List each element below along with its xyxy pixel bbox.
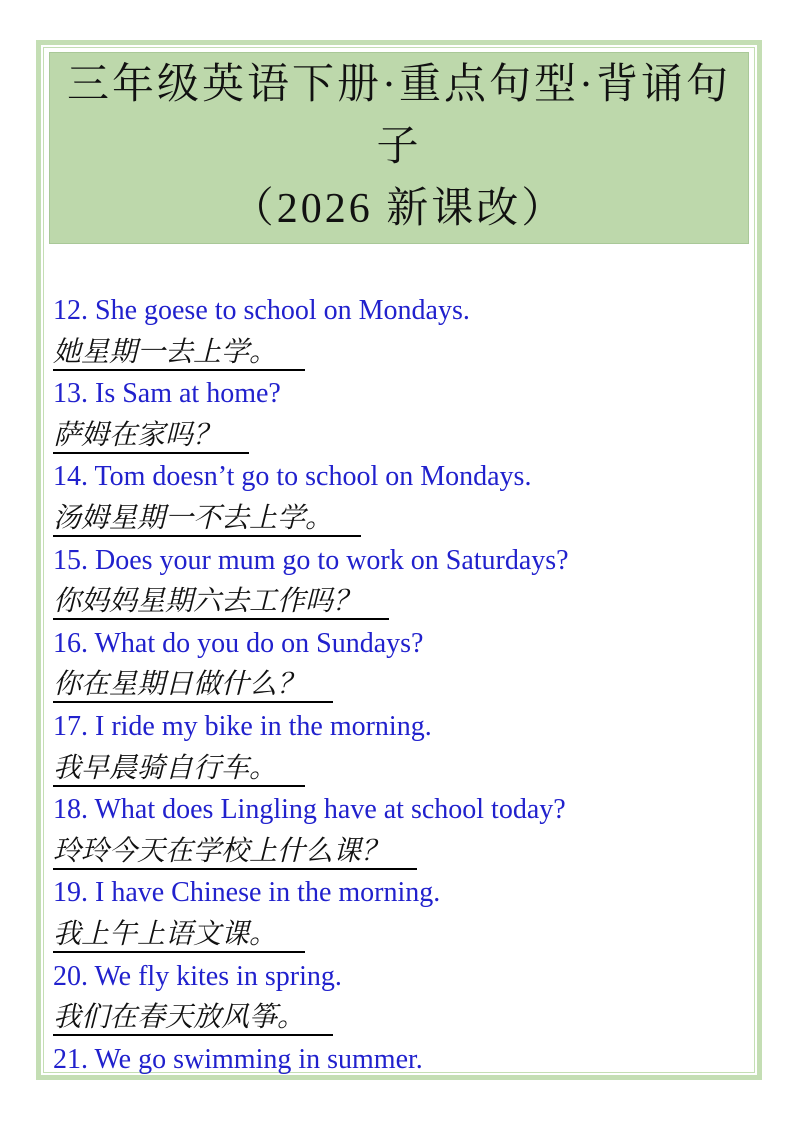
- sentence-chinese: [53, 332, 747, 374]
- sentence-pair: [53, 373, 747, 456]
- sentence-english: 19. I have Chinese in the morning.: [53, 877, 441, 909]
- sentence-chinese: [53, 831, 747, 873]
- sentence-pair: [53, 290, 747, 373]
- page-border-frame: [36, 40, 762, 1080]
- sentence-pair: [53, 789, 747, 872]
- sentence-list: [49, 290, 749, 1080]
- sentence-pair: [53, 623, 747, 706]
- sentence-chinese: [53, 748, 747, 790]
- sentence-english: 15. Does your mum go to work on Saturdays?: [53, 544, 569, 576]
- sentence-pair: [53, 956, 747, 1039]
- title-line-1: 三年级英语下册·重点句型·背诵句子: [67, 62, 731, 170]
- sentence-chinese: [53, 581, 747, 623]
- sentence-chinese-text: 玲玲今天在学校上什么课？: [53, 836, 417, 870]
- sentence-chinese-text: 她星期一去上学。: [53, 337, 305, 371]
- sentence-chinese-text: 萨姆在家吗？: [53, 420, 249, 454]
- sentence-chinese: [53, 498, 747, 540]
- sentence-english: 20. We fly kites in spring.: [53, 960, 342, 992]
- sentence-english: 21. We go swimming in summer.: [53, 1043, 423, 1075]
- sentence-english: 16. What do you do on Sundays?: [53, 627, 424, 659]
- sentence-pair: [53, 872, 747, 955]
- sentence-chinese-text: 我早晨骑自行车。: [53, 753, 305, 787]
- sentence-pair: [53, 1039, 747, 1081]
- sentence-chinese-text: 你妈妈星期六去工作吗？: [53, 586, 389, 620]
- sentence-english: 17. I ride my bike in the morning.: [53, 710, 432, 742]
- sentence-chinese: [53, 415, 747, 457]
- sentence-english: 18. What does Lingling have at school today?: [53, 794, 566, 826]
- sentence-chinese: [53, 664, 747, 706]
- sentence-pair: [53, 540, 747, 623]
- sentence-pair: [53, 456, 747, 539]
- sentence-english: 12. She goese to school on Mondays.: [53, 295, 470, 326]
- page-border-inner-line: [43, 47, 755, 1073]
- sentence-pair: [53, 706, 747, 789]
- title-box: [49, 52, 749, 244]
- sentence-chinese-text: 我上午上语文课。: [53, 919, 305, 953]
- sentence-english: 13. Is Sam at home?: [53, 378, 281, 410]
- sentence-english: 14. Tom doesn’t go to school on Mondays.: [53, 461, 532, 493]
- sentence-chinese: [53, 914, 747, 956]
- title-line-2: （2026 新课改）: [231, 186, 567, 232]
- sentence-chinese-text: 我们在春天放风筝。: [53, 1002, 333, 1036]
- sentence-chinese-text: 你在星期日做什么？: [53, 669, 333, 703]
- sentence-chinese-text: 汤姆星期一不去上学。: [53, 503, 361, 537]
- sentence-chinese: [53, 997, 747, 1039]
